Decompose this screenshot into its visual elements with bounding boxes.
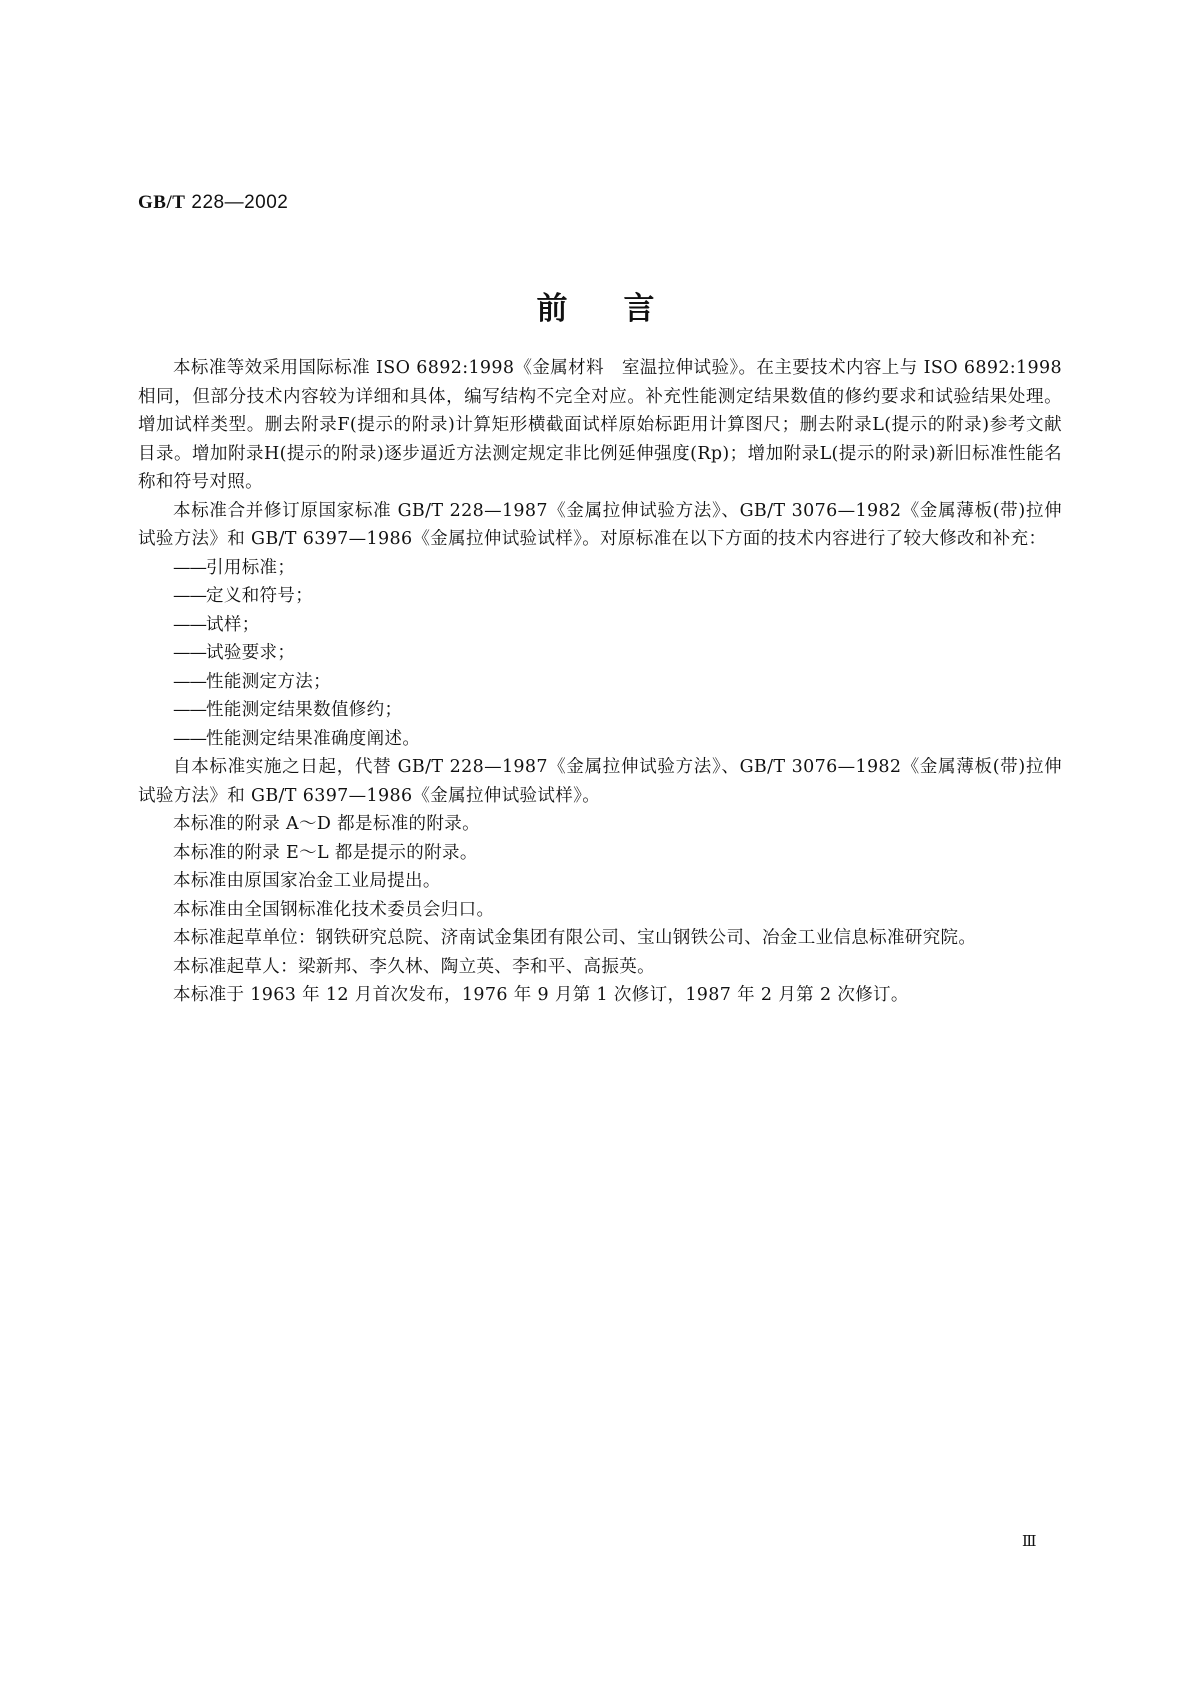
- list-item: [138, 725, 1062, 754]
- paragraph: 本标准由原国家冶金工业局提出。: [173, 871, 441, 891]
- list-dash: ——: [173, 643, 206, 663]
- list-item-text: 性能测定结果准确度阐述。: [206, 728, 421, 749]
- list-item: [138, 696, 1062, 725]
- paragraph: 自本标准实施之日起，代替 GB/T 228—1987《金属拉伸试验方法》、GB/T 3076—1982《金属薄板(带)拉伸试验方法》和 GB/T 6397—1986《金属拉伸试验试样》。: [138, 757, 1062, 806]
- list-item: [138, 611, 1062, 640]
- paragraph: 本标准起草单位：钢铁研究总院、济南试金集团有限公司、宝山钢铁公司、冶金工业信息标准研究院。: [173, 928, 977, 948]
- list-item: [138, 668, 1062, 697]
- foreword-body: [138, 354, 1062, 1010]
- list-dash: ——: [173, 557, 206, 578]
- paragraph: 本标准的附录 A～D 都是标准的附录。: [173, 814, 480, 834]
- list-item-text: 引用标准；: [206, 557, 296, 578]
- list-dash: ——: [173, 700, 206, 720]
- list-item-text: 试样；: [206, 614, 260, 635]
- list-item-text: 性能测定结果数值修约；: [206, 700, 403, 720]
- list-item: [138, 639, 1062, 668]
- paragraph: 本标准于 1963 年 12 月首次发布，1976 年 9 月第 1 次修订，1987 年 2 月第 2 次修订。: [173, 985, 909, 1005]
- list-dash: ——: [173, 614, 206, 635]
- list-dash: ——: [173, 728, 206, 749]
- paragraph: 本标准起草人：梁新邦、李久林、陶立英、李和平、高振英。: [173, 956, 655, 977]
- list-item: [138, 554, 1062, 583]
- paragraph: 本标准等效采用国际标准 ISO 6892:1998《金属材料 室温拉伸试验》。在主要技术内容上与 ISO 6892:1998 相同，但部分技术内容较为详细和具体，编写结构不完全对应。补充性能测定结果数值的修约要求和试验结果处理。增加试样类型。删去附录F(提示的附录)计算矩形横截面试样原始标距用计算图尺；删去附录L(提示的附录)参考文献目录。增加附录H(提示的附录)逐步逼近方法测定规定非比例延伸强度(Rp)；增加附录L(提示的附录)新旧标准性能名称和符号对照。: [138, 358, 1062, 492]
- list-item-text: 定义和符号；: [206, 586, 314, 606]
- list-item-text: 性能测定方法；: [206, 671, 331, 692]
- list-item-text: 试验要求；: [206, 643, 296, 663]
- list-dash: ——: [173, 671, 206, 692]
- paragraph: 本标准合并修订原国家标准 GB/T 228—1987《金属拉伸试验方法》、GB/T 3076—1982《金属薄板(带)拉伸试验方法》和 GB/T 6397—1986《金属拉伸试验试样》。对原标准在以下方面的技术内容进行了较大修改和补充：: [138, 500, 1062, 549]
- page-title: 前言: [536, 291, 711, 327]
- page-number: Ⅲ: [1022, 1532, 1037, 1550]
- standard-prefix: GB/T: [138, 192, 186, 213]
- standard-code: [138, 191, 288, 214]
- list-item: [138, 582, 1062, 611]
- list-dash: ——: [173, 586, 206, 606]
- paragraph: 本标准的附录 E～L 都是提示的附录。: [173, 842, 478, 863]
- standard-number: 228—2002: [191, 192, 289, 213]
- paragraph: 本标准由全国钢标准化技术委员会归口。: [173, 899, 495, 920]
